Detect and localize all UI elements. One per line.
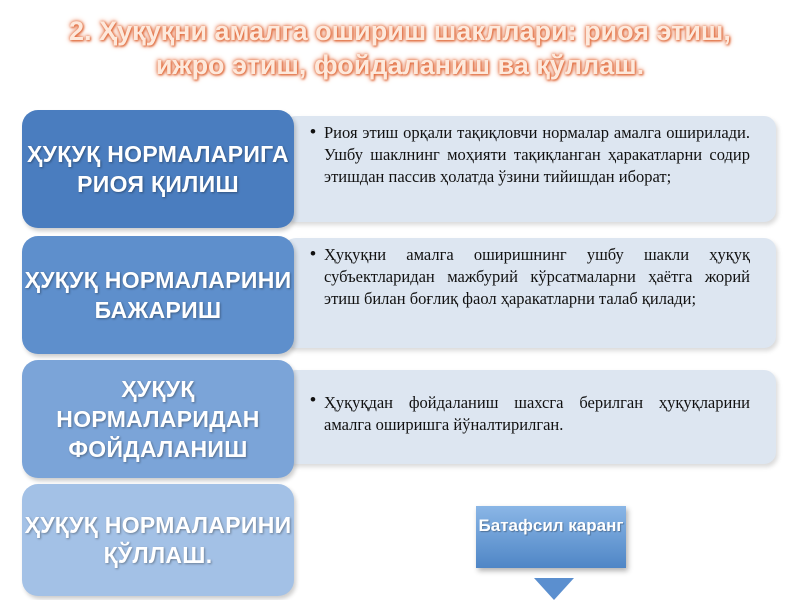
slide-title: 2. Ҳуқуқни амалга ошириш шакллари: риоя этиш, ижро этиш, фойдаланиш ва қўллаш. <box>69 16 731 80</box>
row-usage <box>22 360 778 478</box>
bullet: • <box>310 122 316 141</box>
desc-text-observance: Риоя этиш орқали тақиқловчи нормалар амалга оширилади. Ушбу шаклнинг моҳияти тақиқланган ҳаракатларни содир этишдан пассив ҳолатда ўзини тийишдан иборат; <box>324 123 750 186</box>
row-observance <box>22 110 778 228</box>
row-execution <box>22 236 778 354</box>
label-usage: ҲУҚУҚ НОРМАЛАРИДАН ФОЙДАЛАНИШ <box>22 360 294 478</box>
label-observance: ҲУҚУҚ НОРМАЛАРИГА РИОЯ ҚИЛИШ <box>22 110 294 228</box>
desc-execution <box>284 238 776 348</box>
more-details-button[interactable]: Батафсил каранг <box>476 506 626 568</box>
bullet: • <box>310 390 316 409</box>
desc-text-execution: Ҳуқуқни амалга оширишнинг ушбу шакли ҳуқуқ субъектларидан мажбурий кўрсатмаларни ҳаётга жорий этиш билан боғлиқ фаол ҳаракатларни талаб қилади; <box>324 245 750 308</box>
desc-observance <box>284 116 776 222</box>
row-application <box>22 484 778 596</box>
bullet: • <box>310 244 316 263</box>
desc-usage <box>284 370 776 464</box>
desc-text-usage: Ҳуқуқдан фойдаланиш шахсга берилган ҳуқуқларини амалга оширишга йўналтирилган. <box>324 393 750 434</box>
label-execution: ҲУҚУҚ НОРМАЛАРИНИ БАЖАРИШ <box>22 236 294 354</box>
label-application: ҲУҚУҚ НОРМАЛАРИНИ ҚЎЛЛАШ. <box>22 484 294 596</box>
arrow-down-icon <box>534 578 574 600</box>
